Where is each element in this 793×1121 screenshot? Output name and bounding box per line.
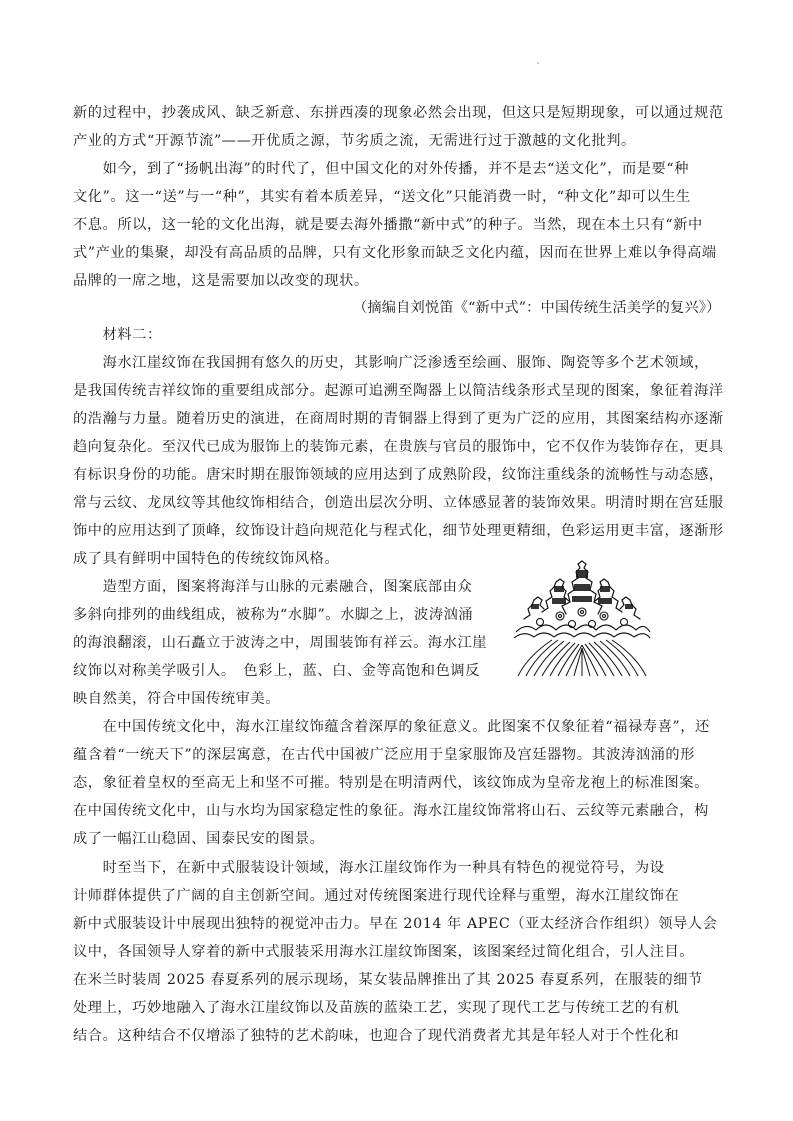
- text-line: 蕴含着“一统天下”的深层寓意，在古代中国被广泛应用于皇家服饰及宫廷器物。其波涛汹涌的形: [73, 747, 695, 763]
- section-heading: 材料二：: [73, 327, 162, 343]
- text-line: 成了具有鲜明中国特色的传统纹饰风格。: [73, 551, 340, 567]
- text-line: 如今，到了“扬帆出海”的时代了，但中国文化的对外传播，并不是去“送文化”，而是要“种: [73, 161, 689, 177]
- text-line: 在中国传统文化中，海水江崖纹饰蕴含着深厚的象征意义。此图案不仅象征着“福禄寿喜”，还: [73, 719, 710, 735]
- text-line: 海水江崖纹饰在我国拥有悠久的历史，其影响广泛渗透至绘画、服饰、陶瓷等多个艺术领域，: [73, 355, 709, 371]
- text-line: 映自然美，符合中国传统审美。: [73, 691, 281, 707]
- text-line: 产业的方式“开源节流”——开优质之源，节劣质之流，无需进行过于激越的文化批判。: [73, 133, 636, 149]
- text-line: 在中国传统文化中，山与水均为国家稳定性的象征。海水江崖纹饰常将山石、云纹等元素融合，构: [73, 803, 709, 819]
- text-line: 品牌的一席之地，这是需要加以改变的现状。: [73, 273, 369, 289]
- text-line: 不息。所以，这一轮的文化出海，就是要去海外播撒“新中式”的种子。当然，现在本土只有“新中: [73, 217, 703, 233]
- text-line: 的海浪翻滚，山石矗立于波涛之中，周围装饰有祥云。海水江崖: [73, 635, 488, 651]
- text-line: 多斜向排列的曲线组成，被称为“水脚”。水脚之上，波涛汹涌: [73, 607, 474, 623]
- text-line: 成了一幅江山稳固、国泰民安的图景。: [73, 831, 325, 847]
- text-line: 常与云纹、龙凤纹等其他纹饰相结合，创造出层次分明、立体感显著的装饰效果。明清时期在宫廷服: [73, 495, 724, 511]
- text-line: 时至当下，在新中式服装设计领域，海水江崖纹饰作为一种具有特色的视觉符号，为设: [73, 860, 665, 876]
- text-line: 是我国传统吉祥纹饰的重要组成部分。起源可追溯至陶器上以简洁线条形式呈现的图案，象征着海洋: [73, 383, 724, 399]
- text-line: 在米兰时装周 2025 春夏系列的展示现场，某女装品牌推出了其 2025 春夏系列，在服装的细节: [73, 972, 703, 988]
- scan-speck: [537, 62, 539, 64]
- text-line: 计师群体提供了广阔的自主创新空间。通过对传统图案进行现代诠释与重塑，海水江崖纹饰在: [73, 888, 680, 904]
- text-line: 态，象征着皇权的至高无上和坚不可摧。特别是在明清两代，该纹饰成为皇帝龙袍上的标准图案。: [73, 775, 709, 791]
- haishui-jiangya-pattern-illustration: [512, 560, 652, 678]
- text-line: 有标识身份的功能。唐宋时期在服饰领域的应用达到了成熟阶段，纹饰注重线条的流畅性与动态感，: [73, 467, 724, 483]
- text-line: 纹饰以对称美学吸引人。 色彩上，蓝、白、金等高饱和色调反: [73, 663, 480, 679]
- text-line: 新中式服装设计中展现出独特的视觉冲击力。早在 2014 年 APEC（亚太经济合作组织）领导人会: [73, 916, 718, 932]
- text-line: 式”产业的集聚，却没有高品质的品牌，只有文化形象而缺乏文化内蕴，因而在世界上难以争得高端: [73, 245, 717, 261]
- text-line: 文化”。这一“送”与一“种”，其实有着本质差异，“送文化”只能消费一时，“种文化”却可以生生: [73, 189, 691, 205]
- text-line: 趋向复杂化。至汉代已成为服饰上的装饰元素，在贵族与官员的服饰中，它不仅作为装饰存在，更具: [73, 439, 724, 455]
- text-line: 议中，各国领导人穿着的新中式服装采用海水江崖纹饰图案，该图案经过简化组合，引人注目。: [73, 944, 695, 960]
- text-line: 处理上，巧妙地融入了海水江崖纹饰以及苗族的蓝染工艺，实现了现代工艺与传统工艺的有机: [73, 1000, 680, 1016]
- text-line: 造型方面，图案将海洋与山脉的元素融合，图案底部由众: [73, 579, 473, 595]
- text-line: 饰中的应用达到了顶峰，纹饰设计趋向规范化与程式化，细节处理更精细，色彩运用更丰富，逐渐形: [73, 523, 724, 539]
- text-line: 新的过程中，抄袭成风、缺乏新意、东拼西凑的现象必然会出现，但这只是短期现象，可以通过规范: [73, 105, 724, 121]
- text-line: 结合。这种结合不仅增添了独特的艺术韵味，也迎合了现代消费者尤其是年轻人对于个性化和: [73, 1028, 680, 1044]
- text-line: 的浩瀚与力量。随着历史的演进，在商周时期的青铜器上得到了更为广泛的应用，其图案结构亦逐渐: [73, 411, 724, 427]
- source-citation: （摘编自刘悦笛《“新中式”：中国传统生活美学的复兴》）: [353, 300, 721, 316]
